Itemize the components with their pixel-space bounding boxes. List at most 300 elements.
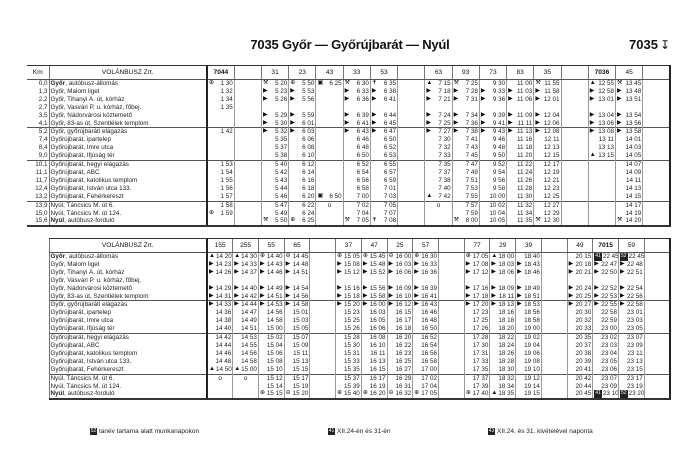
departure-time [479, 144, 506, 152]
departure-time [207, 136, 234, 144]
time-value: 22 58 [626, 301, 643, 309]
service-mark-icon: ▶ [362, 260, 368, 267]
departure-time [233, 383, 259, 391]
trip-number-header: 45 [616, 66, 643, 80]
service-mark-icon: ▶ [234, 260, 239, 267]
departure-time [233, 301, 259, 309]
departure-time [261, 80, 288, 88]
stop-row [27, 136, 670, 144]
time-value: 15 11 [293, 349, 309, 357]
departure-time [541, 366, 567, 374]
time-value: 5 23 [274, 87, 288, 95]
time-value: 14 09 [625, 168, 642, 176]
departure-time [234, 136, 261, 144]
departure-time [425, 193, 452, 201]
departure-time [593, 293, 619, 301]
departure-time [387, 261, 413, 269]
time-value: 14 40 [241, 284, 257, 292]
time-value: 11 34 [517, 209, 533, 217]
km-cell: 1,3 [38, 87, 48, 95]
departure-time [644, 309, 670, 317]
stop-name-rest: Nyúl, Táncsics M. út 6. [50, 201, 115, 209]
time-value: 1 59 [220, 209, 233, 217]
departure-time [561, 177, 588, 185]
km-cell [27, 325, 49, 333]
departure-time [289, 161, 316, 169]
departure-time [452, 96, 479, 104]
departure-time [534, 169, 561, 177]
departure-time [207, 80, 234, 88]
service-mark-icon: ⊕ [362, 253, 368, 259]
time-value: 22 56 [626, 292, 643, 300]
time-value: 15 26 [344, 325, 360, 333]
time-value: 7 38 [438, 176, 451, 184]
km-cell [27, 358, 49, 366]
departure-time [464, 342, 490, 350]
departure-time [387, 350, 413, 358]
departure-time [490, 309, 516, 317]
departure-time [507, 136, 534, 144]
service-mark-icon: ⊕ [337, 390, 343, 397]
time-value: 11 35 [517, 217, 533, 225]
departure-time [490, 317, 516, 325]
departure-time [261, 217, 288, 226]
departure-time [507, 169, 534, 177]
km-cell: 4,1 [38, 119, 48, 127]
service-mark-icon: ▶ [285, 268, 291, 275]
departure-time [616, 193, 643, 201]
time-value: 5 37 [274, 144, 288, 152]
time-value: 15 56 [369, 284, 386, 292]
time-value: 6 03 [302, 128, 315, 136]
departure-time [593, 309, 619, 317]
km-cell: 10,1 [27, 161, 49, 169]
departure-time [593, 374, 619, 382]
departure-time [616, 80, 643, 88]
service-mark-icon: ▶ [344, 87, 350, 94]
km-cell: 15,6 [27, 217, 49, 226]
stop-row [27, 128, 670, 136]
time-value: 13 51 [625, 95, 642, 103]
service-mark-icon: ▶ [426, 128, 431, 135]
time-value: 5 42 [274, 168, 288, 176]
stop-name [49, 177, 207, 185]
km-cell: 11,7 [35, 176, 48, 184]
service-mark-icon: ▶ [508, 111, 513, 118]
departure-time [438, 325, 464, 333]
service-mark-icon: ▶ [568, 292, 574, 299]
service-mark-icon: ▶ [209, 284, 214, 291]
stop-name-rest: Győr, Tihanyi Á. út, kórház [50, 268, 125, 276]
time-value: 15 18 [344, 292, 360, 300]
time-value: 6 41 [356, 119, 369, 127]
departure-time [207, 325, 233, 333]
time-value: 15 00 [241, 365, 257, 373]
departure-time [284, 261, 310, 269]
time-value: 14 47 [241, 309, 257, 317]
departure-time [398, 120, 425, 128]
departure-time [567, 301, 593, 309]
departure-time [316, 144, 343, 152]
route-number-text: 7035 [629, 37, 658, 52]
departure-time [370, 217, 397, 226]
departure-time [643, 120, 670, 128]
departure-time [452, 112, 479, 120]
service-mark-icon: ⊕ [209, 209, 215, 216]
service-mark-icon: ▶ [480, 128, 486, 135]
time-value: 7 34 [465, 111, 478, 119]
departure-time [619, 390, 645, 399]
service-mark-icon: ▶ [362, 284, 368, 291]
departure-time [413, 253, 439, 261]
departure-time [310, 390, 336, 399]
stop-name-rest: , autóbusz-forduló [64, 390, 115, 398]
departure-time [387, 277, 413, 285]
stop-name [49, 161, 207, 169]
departure-time [616, 169, 643, 177]
time-value: 6 57 [383, 168, 397, 176]
time-value: 17 05 [472, 253, 489, 260]
departure-time [387, 269, 413, 277]
departure-time [316, 217, 343, 226]
time-value: 13 15 [598, 152, 615, 160]
departure-time [316, 80, 343, 88]
km-cell [27, 366, 49, 374]
departure-time [336, 317, 362, 325]
time-value: 16 15 [395, 309, 412, 317]
departure-time [316, 169, 343, 177]
departure-time [258, 358, 284, 366]
departure-time [644, 383, 670, 391]
time-value: 17 04 [421, 382, 437, 390]
departure-time [534, 185, 561, 193]
time-value: 14 31 [215, 292, 232, 300]
time-value: 7 40 [438, 184, 451, 192]
departure-time [644, 261, 670, 269]
departure-time [464, 358, 490, 366]
departure-time [643, 169, 670, 177]
departure-time [561, 144, 588, 152]
departure-time [233, 342, 259, 350]
time-value: 12 30 [543, 217, 560, 225]
time-value: 9 48 [492, 144, 506, 152]
time-value: 6 18 [302, 184, 315, 192]
departure-time [233, 334, 259, 342]
departure-time [452, 193, 479, 201]
stop-name [49, 269, 207, 277]
departure-time [207, 277, 233, 285]
time-value: 7 35 [438, 161, 451, 169]
service-mark-icon: ▶ [426, 95, 431, 102]
service-mark-icon: 41 [595, 253, 601, 259]
stop-name-rest: , autóbusz-állomás [65, 253, 119, 260]
stop-name [49, 366, 207, 374]
departure-time [284, 374, 310, 382]
departure-time [336, 285, 362, 293]
departure-time [438, 374, 464, 382]
time-value: 6 59 [383, 176, 397, 184]
time-value: 16 12 [395, 301, 412, 309]
time-value: 6 50 [383, 136, 397, 144]
departure-time [588, 169, 615, 177]
time-value: 18 11 [498, 292, 515, 300]
departure-time [413, 293, 439, 301]
stop-row [27, 152, 670, 160]
footnote-text: XII.24. és 31. kivételével naponta [497, 428, 593, 436]
departure-time [261, 193, 288, 201]
service-mark-icon: ▶ [453, 95, 459, 102]
service-mark-icon: ▶ [209, 260, 214, 267]
stop-name [49, 374, 207, 382]
stop-name-rest: Győrújbarát, Fehérkereszt [50, 192, 124, 200]
service-mark-icon: ▶ [491, 284, 497, 291]
time-value: 15 01 [292, 309, 309, 317]
departure-time [289, 210, 316, 218]
time-value: 5 59 [302, 111, 315, 119]
stop-name-rest: Győrújbarát, hegyi elágazás [50, 334, 129, 342]
time-value: 6 45 [383, 119, 397, 127]
stop-name [49, 128, 207, 136]
departure-time [464, 253, 490, 261]
departure-time [438, 383, 464, 391]
departure-time [258, 277, 284, 285]
trip-number-header: 31 [261, 66, 288, 80]
departure-time [207, 217, 234, 226]
time-value: 17 18 [472, 292, 489, 300]
service-mark-icon: ▶ [209, 292, 214, 299]
departure-time [644, 358, 670, 366]
departure-time [343, 112, 370, 120]
trip-number-header: 33 [343, 66, 370, 80]
departure-time [361, 285, 387, 293]
departure-time [516, 269, 542, 277]
footnote-code: 41 [328, 428, 335, 434]
service-mark-icon: ▶ [262, 111, 268, 118]
departure-time [619, 325, 645, 333]
time-value: 18 26 [498, 349, 515, 357]
departure-time [561, 152, 588, 160]
departure-time [387, 358, 413, 366]
service-mark-icon: ⊖ [388, 390, 394, 397]
departure-time [413, 269, 439, 277]
stop-name-rest: Győrújbarát, István utca 133. [50, 357, 132, 365]
departure-time [284, 269, 310, 277]
time-value: 6 54 [356, 168, 369, 176]
departure-time [258, 366, 284, 374]
departure-time [361, 366, 387, 374]
stop-row [27, 293, 670, 301]
service-mark-icon: 52 [621, 390, 627, 397]
time-value: 7 53 [465, 184, 478, 192]
time-value: 16 46 [421, 309, 437, 317]
time-value: 12 29 [543, 209, 560, 217]
time-value: 15 48 [369, 260, 386, 268]
service-mark-icon: ⊖ [388, 253, 394, 259]
departure-time [619, 277, 645, 285]
departure-time [387, 285, 413, 293]
service-mark-icon: ▶ [620, 268, 625, 275]
time-value: 14 42 [215, 334, 232, 342]
departure-time [644, 390, 670, 399]
stop-name [49, 390, 207, 399]
time-value: 15 00 [266, 325, 283, 333]
departure-time [490, 301, 516, 309]
time-value: 18 43 [524, 260, 540, 268]
km-cell [27, 309, 49, 317]
stop-name-bold: Nyúl [50, 217, 65, 225]
time-value: 20 38 [575, 349, 592, 357]
time-value: 17 23 [472, 309, 489, 317]
departure-time [479, 120, 506, 128]
time-value: 11 55 [544, 80, 560, 87]
service-mark-icon: ▶ [426, 111, 431, 118]
service-mark-icon: ▶ [491, 292, 497, 299]
time-value: 16 03 [395, 260, 412, 268]
stop-name-bold: Nyúl [50, 390, 65, 398]
time-value: 11 26 [517, 176, 533, 184]
service-mark-icon: ▶ [259, 301, 265, 308]
service-mark-icon: ▣ [317, 80, 324, 86]
departure-time [593, 350, 619, 358]
stop-row [27, 161, 670, 169]
departure-time [310, 277, 336, 285]
departure-time [593, 253, 619, 261]
service-mark-icon: ▶ [234, 284, 239, 291]
time-value: 16 29 [395, 374, 412, 382]
departure-time [593, 390, 619, 399]
departure-time [452, 80, 479, 88]
time-value: 14 40 [215, 325, 232, 333]
time-value: 7 05 [383, 201, 397, 209]
departure-time [398, 136, 425, 144]
departure-time [588, 120, 615, 128]
departure-time [438, 261, 464, 269]
departure-time [516, 334, 542, 342]
time-value: 7 59 [465, 209, 478, 217]
service-mark-icon: ▶ [388, 301, 394, 308]
departure-time [479, 161, 506, 169]
departure-time [534, 88, 561, 96]
departure-time [387, 366, 413, 374]
departure-time [398, 152, 425, 160]
km-cell [27, 390, 49, 399]
service-mark-icon: ▶ [535, 119, 540, 126]
departure-time [361, 261, 387, 269]
trip-number-header [561, 66, 588, 80]
trip-number-header: 155 [207, 239, 233, 253]
departure-time [233, 366, 259, 374]
service-mark-icon: ▶ [589, 111, 595, 118]
service-mark-icon: ▶ [371, 128, 377, 135]
time-value: 14 15 [625, 192, 642, 200]
departure-time [261, 201, 288, 209]
time-value: 23 15 [626, 365, 643, 373]
service-mark-icon: ▶ [337, 260, 342, 267]
service-mark-icon: ▲ [234, 365, 241, 372]
departure-time [310, 285, 336, 293]
time-value: 1 30 [220, 80, 233, 87]
departure-time [507, 128, 534, 136]
trip-number-header: 93 [452, 66, 479, 80]
time-value: 16 39 [421, 284, 437, 292]
departure-time [316, 120, 343, 128]
departure-time [284, 293, 310, 301]
departure-time [516, 342, 542, 350]
time-value: 14 50 [215, 365, 232, 373]
service-mark-icon: ▶ [259, 292, 265, 299]
departure-time [234, 96, 261, 104]
km-cell: 13,2 [35, 192, 48, 200]
time-value: 17 08 [472, 260, 489, 268]
time-value: 1 55 [220, 176, 233, 184]
departure-time [343, 185, 370, 193]
time-value: 20 42 [575, 374, 592, 382]
departure-time [336, 374, 362, 382]
time-value: 15 58 [369, 292, 386, 300]
time-value: 13 11 [598, 136, 615, 144]
departure-time [361, 383, 387, 391]
departure-time [413, 383, 439, 391]
service-mark-icon: ▶ [620, 260, 625, 267]
stop-row [27, 185, 670, 193]
footnote-41 [328, 428, 390, 435]
departure-time [479, 177, 506, 185]
stop-name [49, 317, 207, 325]
time-value: 7 31 [465, 95, 478, 103]
stop-name-bold: Győr [50, 80, 66, 87]
departure-time [541, 390, 567, 399]
time-value: 9 46 [492, 136, 506, 144]
departure-time [387, 253, 413, 261]
time-value: 14 49 [241, 317, 257, 325]
service-mark-icon: ▶ [491, 268, 497, 275]
departure-time [343, 136, 370, 144]
departure-time [361, 309, 387, 317]
departure-time [207, 366, 233, 374]
service-mark-icon: ▶ [453, 119, 459, 126]
time-value: 6 41 [383, 95, 397, 103]
time-value: 7 08 [383, 217, 397, 225]
service-mark-icon: ▶ [594, 260, 599, 267]
service-mark-icon: ⚒ [344, 217, 351, 224]
departure-time [567, 366, 593, 374]
time-value: 11 16 [517, 136, 533, 144]
trip-number-header [398, 66, 425, 80]
departure-time [438, 285, 464, 293]
departure-time [452, 88, 479, 96]
trip-number-header: 63 [425, 66, 452, 80]
service-mark-icon: ▶ [344, 95, 350, 102]
departure-time [561, 112, 588, 120]
departure-time [261, 128, 288, 136]
service-mark-icon: ▶ [453, 128, 459, 135]
up-down-arrow-icon: ↧ [659, 38, 670, 52]
time-value: 6 44 [383, 111, 397, 119]
departure-time [490, 350, 516, 358]
departure-time [343, 193, 370, 201]
km-cell [27, 334, 49, 342]
time-value: 22 59 [601, 317, 617, 325]
departure-time [619, 366, 645, 374]
departure-time [561, 128, 588, 136]
km-cell: 11,1 [35, 168, 48, 176]
km-cell [27, 342, 49, 350]
departure-time [567, 342, 593, 350]
time-value: 16 50 [421, 325, 437, 333]
stop-name-rest: Győr, Nádorvárosi köztemető [50, 111, 133, 119]
time-value: 6 24 [302, 209, 315, 217]
time-value: 14 40 [266, 253, 283, 260]
